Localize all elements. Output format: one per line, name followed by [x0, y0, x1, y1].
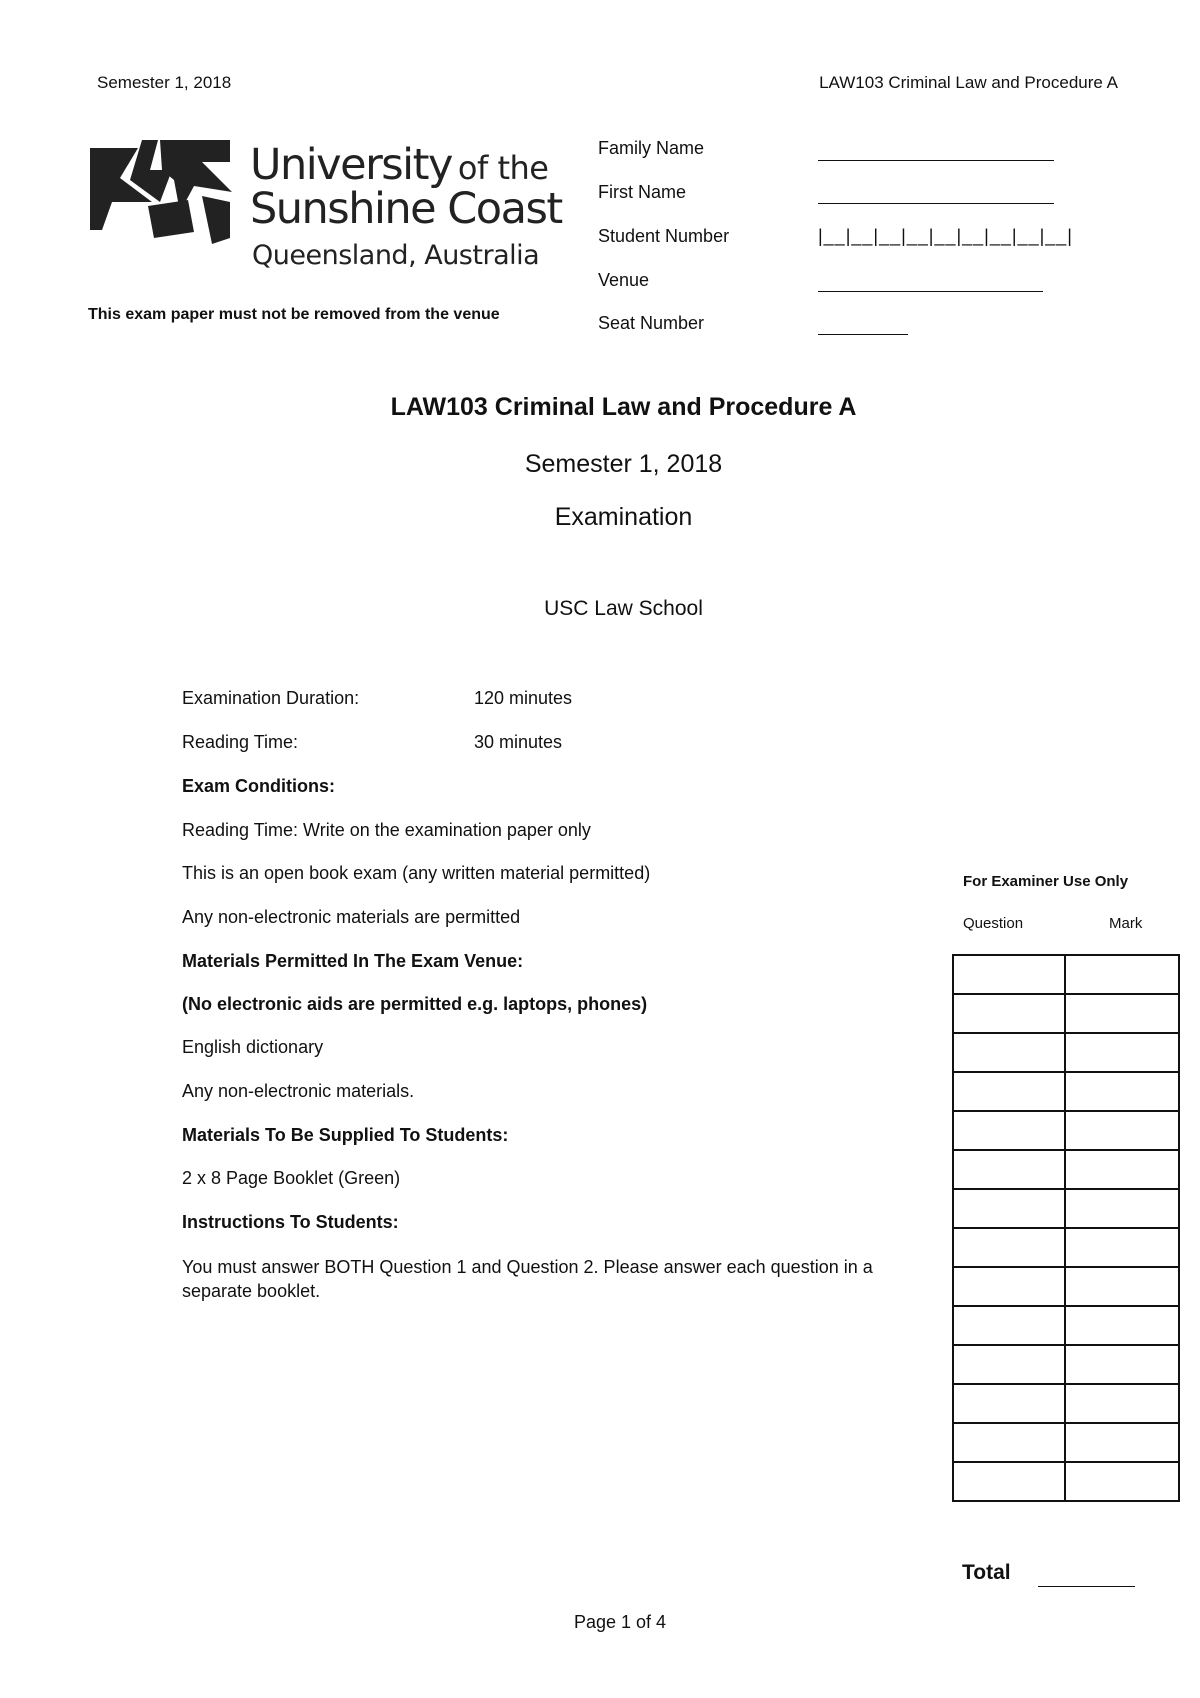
mark-cell	[1065, 994, 1179, 1033]
school-name: USC Law School	[544, 597, 703, 620]
venue-label: Venue	[598, 270, 650, 290]
question-cell	[953, 1072, 1065, 1111]
mark-cell	[1065, 1072, 1179, 1111]
mark-cell	[1065, 1189, 1179, 1228]
materials-supplied-heading: Materials To Be Supplied To Students:	[182, 1125, 509, 1145]
marks-row	[953, 1033, 1179, 1072]
first-name-label: First Name	[598, 182, 687, 202]
logo-line1: University of the	[250, 140, 549, 190]
question-cell	[953, 955, 1065, 994]
permitted-item: Any non-electronic materials.	[182, 1081, 415, 1101]
course-title: LAW103 Criminal Law and Procedure A	[390, 393, 857, 421]
mark-cell	[1065, 1462, 1179, 1501]
student-number-boxes[interactable]: |__|__|__|__|__|__|__|__|__|	[818, 226, 1073, 246]
reading-time-label: Reading Time:	[182, 732, 299, 752]
question-cell	[953, 1267, 1065, 1306]
question-cell	[953, 994, 1065, 1033]
marks-row	[953, 1072, 1179, 1111]
question-cell	[953, 1423, 1065, 1462]
marks-row	[953, 1423, 1179, 1462]
mark-cell	[1065, 955, 1179, 994]
condition-item: Any non-electronic materials are permitted	[182, 907, 521, 927]
question-cell	[953, 1189, 1065, 1228]
semester-title: Semester 1, 2018	[524, 450, 723, 478]
mark-cell	[1065, 1306, 1179, 1345]
family-name-label: Family Name	[598, 138, 705, 158]
header-course: LAW103 Criminal Law and Procedure A	[819, 73, 1118, 92]
question-cell	[953, 1150, 1065, 1189]
student-number-label: Student Number	[598, 226, 730, 246]
question-cell	[953, 1111, 1065, 1150]
mark-cell	[1065, 1228, 1179, 1267]
marks-row	[953, 994, 1179, 1033]
seat-number-label: Seat Number	[598, 313, 705, 333]
total-field	[1038, 1586, 1135, 1587]
instructions-heading: Instructions To Students:	[182, 1212, 399, 1232]
marks-row	[953, 1228, 1179, 1267]
family-name-field[interactable]	[818, 160, 1054, 161]
question-cell	[953, 1033, 1065, 1072]
logo-line2: Sunshine Coast	[250, 184, 562, 234]
mark-cell	[1065, 1150, 1179, 1189]
permitted-item: English dictionary	[182, 1037, 324, 1057]
question-cell	[953, 1228, 1065, 1267]
materials-permitted-heading: Materials Permitted In The Exam Venue:	[182, 951, 524, 971]
total-label: Total	[962, 1561, 1011, 1584]
marks-row	[953, 1462, 1179, 1501]
supplied-item: 2 x 8 Page Booklet (Green)	[182, 1168, 401, 1188]
first-name-field[interactable]	[818, 203, 1054, 204]
marks-row	[953, 955, 1179, 994]
exam-type: Examination	[554, 503, 693, 531]
examiner-use-title: For Examiner Use Only	[963, 873, 1129, 890]
page-number: Page 1 of 4	[573, 1612, 667, 1632]
removal-warning: This exam paper must not be removed from the venue	[88, 306, 500, 323]
marks-row	[953, 1345, 1179, 1384]
university-logo	[90, 140, 562, 280]
question-cell	[953, 1306, 1065, 1345]
materials-permitted-note: (No electronic aids are permitted e.g. laptops, phones)	[182, 994, 648, 1014]
question-column-header: Question	[963, 915, 1024, 932]
mark-cell	[1065, 1423, 1179, 1462]
logo-line3: Queensland, Australia	[252, 240, 540, 271]
marks-row	[953, 1111, 1179, 1150]
condition-item: This is an open book exam (any written material permitted)	[182, 863, 651, 883]
question-cell	[953, 1462, 1065, 1501]
instructions-text: You must answer BOTH Question 1 and Question 2. Please answer each question in a separate booklet.	[182, 1257, 873, 1301]
examiner-marks-table	[952, 954, 1180, 1502]
mark-cell	[1065, 1345, 1179, 1384]
marks-row	[953, 1189, 1179, 1228]
conditions-heading: Exam Conditions:	[182, 776, 336, 796]
marks-row	[953, 1150, 1179, 1189]
reading-time-value: 30 minutes	[474, 732, 563, 752]
mark-cell	[1065, 1384, 1179, 1423]
header-semester: Semester 1, 2018	[97, 73, 232, 92]
duration-value: 120 minutes	[474, 688, 573, 708]
mark-cell	[1065, 1033, 1179, 1072]
condition-item: Reading Time: Write on the examination paper only	[182, 820, 591, 840]
mark-column-header: Mark	[1109, 915, 1143, 932]
venue-field[interactable]	[818, 291, 1043, 292]
question-cell	[953, 1384, 1065, 1423]
marks-row	[953, 1306, 1179, 1345]
question-cell	[953, 1345, 1065, 1384]
marks-row	[953, 1384, 1179, 1423]
mark-cell	[1065, 1111, 1179, 1150]
mark-cell	[1065, 1267, 1179, 1306]
logo-mark-icon	[90, 140, 240, 250]
duration-label: Examination Duration:	[182, 688, 360, 708]
seat-number-field[interactable]	[818, 334, 908, 335]
marks-row	[953, 1267, 1179, 1306]
